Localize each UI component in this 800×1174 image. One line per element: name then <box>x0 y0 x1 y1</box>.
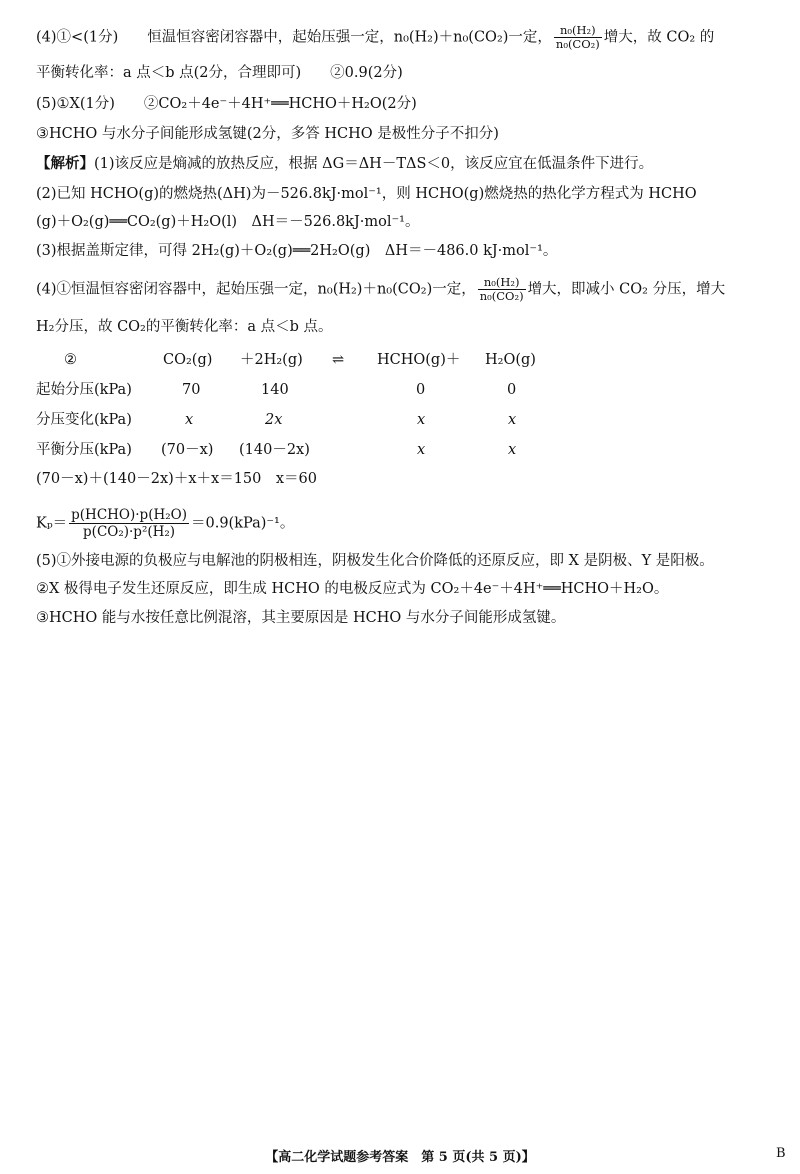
table-header-h2o: H₂O(g) <box>485 352 536 368</box>
calc-equation: (70－x)＋(140－2x)＋x＋x＝150 x＝60 <box>36 471 317 487</box>
analysis5-l2: ②X 极得电子发生还原反应，即生成 HCHO 的电极反应式为 CO₂＋4e⁻＋4H⁺══HCHO＋H₂O。 <box>36 581 669 597</box>
analysis-p2a: (2)已知 HCHO(g)的燃烧热(ΔH)为－526.8kJ·mol⁻¹，则 HCHO(g)燃烧热的热化学方程式为 HCHO <box>36 186 697 202</box>
table-header-h2: ＋2H₂(g) <box>240 352 303 368</box>
analysis-p2b: (g)＋O₂(g)══CO₂(g)＋H₂O(l) ΔH＝－526.8kJ·mol⁻¹。 <box>36 214 420 230</box>
table-header-marker: ② <box>64 352 77 368</box>
kp-lhs: Kₚ＝ <box>36 515 68 532</box>
analysis-p4-fraction: $\frac{\text{n₀(H₂)}}{\text{n₀(CO₂)}}$ <box>479 275 524 303</box>
version-label: B <box>776 1146 786 1161</box>
table-header-co2: CO₂(g) <box>163 352 213 368</box>
analysis-p3: (3)根据盖斯定律，可得 2H₂(g)＋O₂(g)══2H₂O(g) ΔH＝－486.0 kJ·mol⁻¹。 <box>36 243 558 259</box>
analysis5-l3: ③HCHO 能与水按任意比例混溶，其主要原因是 HCHO 与水分子间能形成氢键。 <box>36 610 566 626</box>
table-header-equilibrium: ⇌ <box>332 352 345 368</box>
analysis-p4-line2: H₂分压，故 CO₂的平衡转化率：a 点＜b 点。 <box>36 319 333 335</box>
kp-fraction: $\frac{\text{p(HCHO)·p(H₂O)}}{\text{p(CO₂)·p²(H₂)}}$ <box>71 507 187 540</box>
analysis5-l1: (5)①外接电源的负极应与电解池的阴极相连，阴极发生化合价降低的还原反应，即 X 是阴极、Y 是阳极。 <box>36 553 714 569</box>
answer-q4-line2: 平衡转化率：a 点＜b 点(2分，合理即可) ②0.9(2分) <box>36 65 403 81</box>
answer-q4-text-a: (4)①<(1分) 恒温恒容密闭容器中，起始压强一定，n₀(H₂)＋n₀(CO₂)一定， <box>36 29 552 46</box>
table-header-hcho: HCHO(g)＋ <box>377 352 461 368</box>
answer-q4-line1 <box>36 24 714 51</box>
answer-q4-fraction: $\frac{\text{n₀(H₂)}}{\text{n₀(CO₂)}}$ <box>555 23 600 51</box>
kp-expression <box>36 507 294 540</box>
analysis-label: 【解析】 <box>36 155 94 172</box>
analysis-p4-line1: (4)①恒温恒容密闭容器中，起始压强一定，n₀(H₂)＋n₀(CO₂)一定， $\frac{\text{n₀(H₂)}}{\text{n₀(CO₂)}}$ 增大，即减小 CO₂ 分压，增大 <box>36 275 726 303</box>
analysis-p1: 【解析】(1)该反应是熵减的放热反应，根据 ΔG＝ΔH－TΔS＜0，该反应宜在低温条件下进行。 <box>36 155 654 172</box>
answer-q5-line2: ③HCHO 与水分子间能形成氢键(2分，多答 HCHO 是极性分子不扣分) <box>36 126 499 142</box>
answer-q5-line1: (5)①X(1分) ②CO₂＋4e⁻＋4H⁺══HCHO＋H₂O(2分) <box>36 96 417 112</box>
answer-q4-text-b: 增大，故 CO₂ 的 <box>603 29 715 46</box>
kp-rhs: ＝0.9(kPa)⁻¹。 <box>190 515 295 532</box>
page-footer: 【高二化学试题参考答案 第 5 页(共 5 页)】 <box>265 1150 535 1165</box>
